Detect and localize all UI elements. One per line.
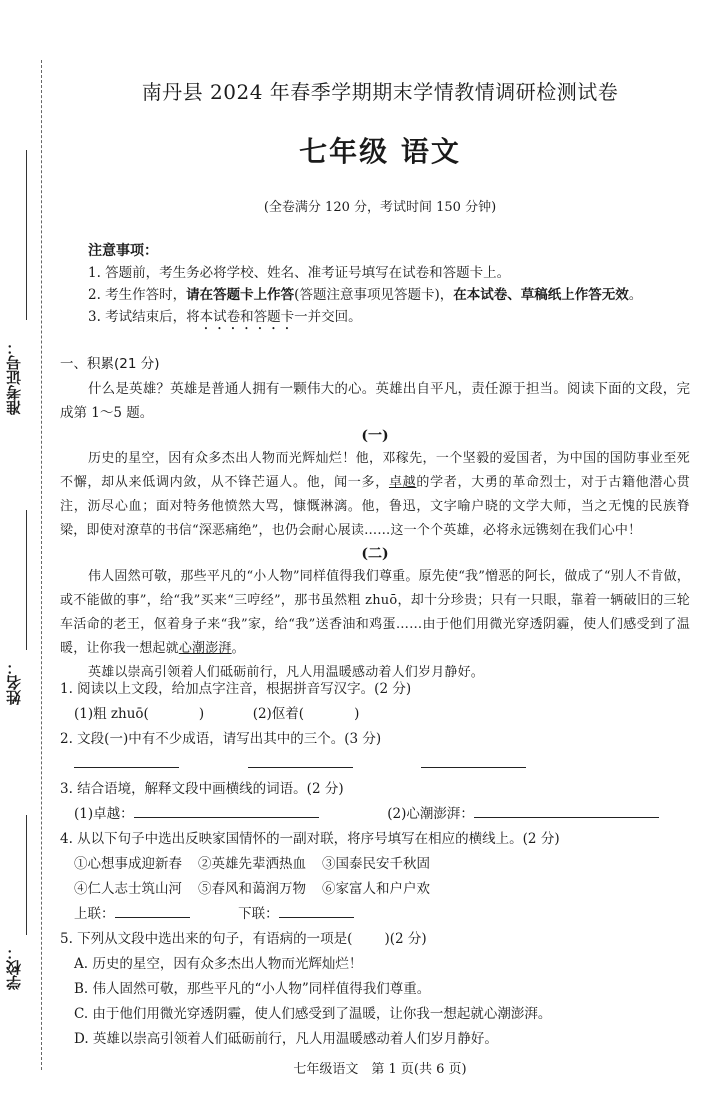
q2-blank-2[interactable] (248, 753, 353, 768)
questions (60, 677, 690, 1052)
q5-option-b: B. 伟人固然可敬，那些平凡的“小人物”同样值得我们尊重。 (74, 981, 431, 997)
notes-section (88, 240, 688, 333)
binding-margin (0, 0, 60, 1099)
question-4-options-row-2: ④仁人志士筑山河 ⑤春风和蔼润万物 ⑥家富人和户户欢 (74, 881, 430, 897)
exam-page (60, 0, 700, 1099)
notes-title: 注意事项： (88, 243, 158, 259)
question-2-answers (60, 752, 690, 777)
question-4-options-row-1: ①心想事成迎新春 ②英雄先辈洒热血 ③国泰民安千秋固 (74, 856, 430, 872)
section-heading: 一、积累(21 分) (60, 356, 160, 372)
question-1-answers: (1)粗 zhuō( ) (2)伛着( ) (74, 706, 360, 722)
exam-title: 南丹县 2024 年春季学期期末学情教情调研检测试卷 (141, 80, 619, 104)
q2-blank-1[interactable] (74, 753, 179, 768)
underlined-word-xinchao: 心潮澎湃 (178, 641, 232, 656)
note-3: 3. 考试结束后，将本试卷和答题卡一并交回。 (88, 309, 362, 325)
q5-option-d: D. 英雄以崇高引领着人们砥砺前行，凡人用温暖感动着人们岁月静好。 (74, 1031, 498, 1047)
note-1: 1. 答题前，考生务必将学校、姓名、准考证号填写在试卷和答题卡上。 (88, 265, 511, 281)
admission-number-label: 准考证号： (5, 340, 23, 415)
subject-title: 七年级 语文 (299, 135, 461, 168)
passage-2-label: (二) (361, 546, 389, 562)
q2-blank-3[interactable] (421, 753, 526, 768)
section-1 (60, 352, 690, 685)
question-4: 4. 从以下句子中选出反映家国情怀的一副对联，将序号填写在相应的横线上。(2 分) (60, 831, 560, 847)
note-2: 2. 考生作答时，请在答题卡上作答(答题注意事项见答题卡)，在本试卷、草稿纸上作答无效。 (88, 287, 643, 303)
passage-1: 历史的星空，因有众多杰出人物而光辉灿烂！他，邓稼先，一个坚毅的爱国者，为中国的国防事业至死不懈，却从来低调内敛，从不锋芒逼人。他，闻一多，卓越的学者，大勇的革命烈士，对于古籍他潜心贯注，沥尽心血；面对特务他愤然大骂，慷慨淋漓。他，鲁迅，文字喻户晓的文学大师，当之无愧的民族脊梁，即使对潦草的书信“深恶痛绝”，也仍会耐心展读……这一个个英雄，必将永远镌刻在我们心中！ (60, 451, 690, 538)
passage-closing: 英雄以崇高引领着人们砥砺前行，凡人用温暖感动着人们岁月静好。 (88, 665, 485, 680)
question-1: 1. 阅读以上文段，给加点字注音，根据拼音写汉字。(2 分) (60, 681, 412, 697)
question-4-answers: 上联： 下联： (60, 902, 690, 927)
admission-number-line[interactable] (26, 150, 27, 320)
question-5: 5. 下列从文段中选出来的句子，有语病的一项是( )(2 分) (60, 931, 427, 947)
underlined-word-zhuoyue: 卓越 (388, 475, 417, 490)
question-3: 3. 结合语境，解释文段中画横线的词语。(2 分) (60, 781, 344, 797)
school-label: 学校： (5, 945, 23, 990)
question-3-answers: (1)卓越： (2)心潮澎湃： (60, 802, 690, 827)
passage-2: 伟人固然可敬，那些平凡的“小人物”同样值得我们尊重。原先使“我”憎恶的阿长，做成了“别人不肯做，或不能做的事”，给“我”买来“三哼经”，那书虽然粗 zhuō，却十分珍贵；只有一只眼，靠着一辆破旧的三轮车活命的老王，伛着身子来“我”家，给“我”送香油和鸡蛋……由于他们用微光穿透阴霾，使人们感受到了温暖，让你我一想起就心潮澎湃。 (60, 569, 690, 656)
exam-info: (全卷满分 120 分，考试时间 150 分钟) (263, 200, 497, 215)
page-footer: 七年级语文 第 1 页(共 6 页) (293, 1062, 467, 1077)
q5-option-c: C. 由于他们用微光穿透阴霾，使人们感受到了温暖，让你我一想起就心潮澎湃。 (74, 1006, 552, 1022)
section-intro: 什么是英雄？英雄是普通人拥有一颗伟大的心。英雄出自平凡，责任源于担当。阅读下面的文段，完成第 1～5 题。 (60, 381, 690, 421)
name-label: 姓名： (5, 660, 23, 705)
q4-lower-blank[interactable] (279, 903, 354, 918)
q1-blank-2[interactable] (304, 704, 354, 718)
fold-line (41, 60, 42, 1070)
school-line[interactable] (26, 815, 27, 935)
question-2: 2. 文段(一)中有不少成语，请写出其中的三个。(3 分) (60, 731, 382, 747)
q5-option-a: A. 历史的星空，因有众多杰出人物而光辉灿烂！ (74, 956, 363, 972)
q3-blank-2[interactable] (474, 803, 659, 818)
q1-blank-1[interactable] (149, 704, 199, 718)
q4-upper-blank[interactable] (115, 903, 190, 918)
passage-1-label: (一) (361, 428, 389, 444)
q3-blank-1[interactable] (134, 803, 319, 818)
name-line[interactable] (26, 510, 27, 650)
